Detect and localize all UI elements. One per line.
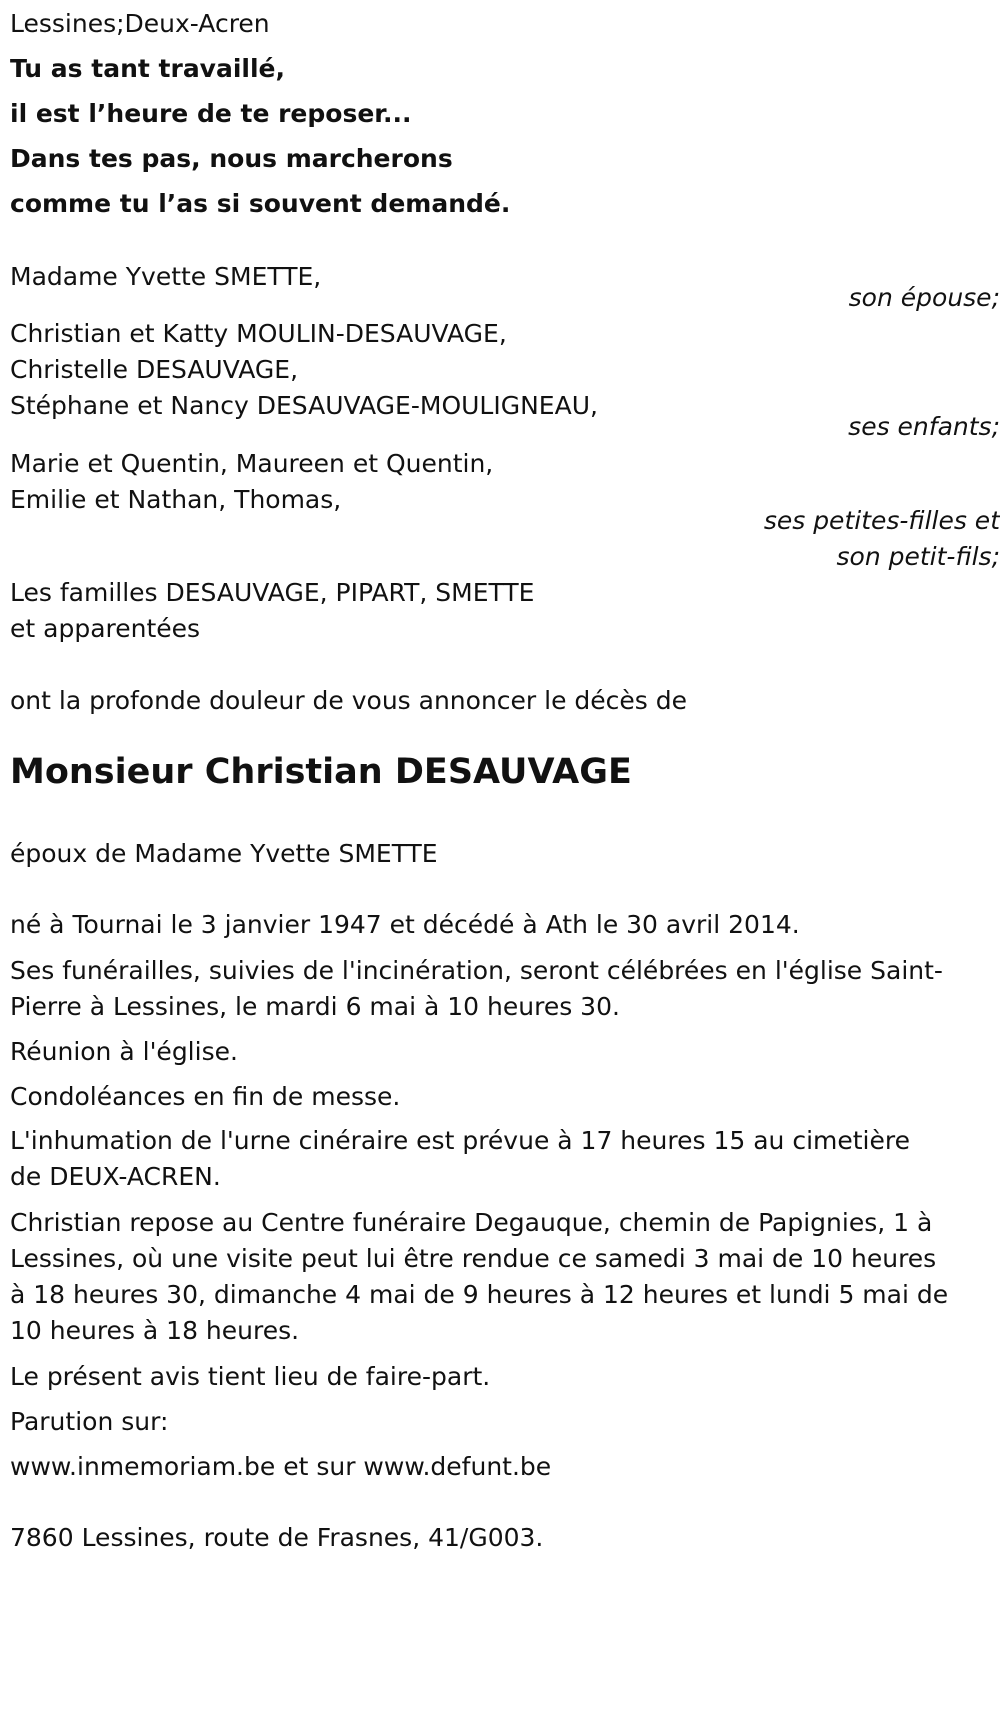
location-header: Lessines;Deux-Acren — [10, 9, 270, 38]
families-line: Les familles DESAUVAGE, PIPART, SMETTE — [10, 578, 535, 607]
detail-line: 10 heures à 18 heures. — [10, 1316, 300, 1345]
detail-line: né à Tournai le 3 janvier 1947 et décédé à Ath le 30 avril 2014. — [10, 910, 800, 939]
poem-line: il est l’heure de te reposer... — [10, 99, 412, 128]
spouse-role: son épouse; — [848, 283, 1000, 312]
detail-line: Pierre à Lessines, le mardi 6 mai à 10 heures 30. — [10, 992, 620, 1021]
detail-line: Christian repose au Centre funéraire Degauque, chemin de Papignies, 1 à — [10, 1208, 933, 1237]
detail-line: L'inhumation de l'urne cinéraire est prévue à 17 heures 15 au cimetière — [10, 1126, 910, 1155]
poem-line: comme tu l’as si souvent demandé. — [10, 189, 511, 218]
grandchild-line: Marie et Quentin, Maureen et Quentin, — [10, 449, 494, 478]
detail-line: Le présent avis tient lieu de faire-part. — [10, 1362, 491, 1391]
detail-line: Réunion à l'église. — [10, 1037, 238, 1066]
detail-line: Ses funérailles, suivies de l'incinération, seront célébrées en l'église Saint- — [10, 956, 943, 985]
poem-line: Tu as tant travaillé, — [10, 54, 286, 83]
deceased-name: Monsieur Christian DESAUVAGE — [10, 752, 632, 792]
child-line: Christian et Katty MOULIN-DESAUVAGE, — [10, 319, 507, 348]
address-line: 7860 Lessines, route de Frasnes, 41/G003. — [10, 1523, 544, 1552]
child-line: Christelle DESAUVAGE, — [10, 355, 299, 384]
children-role: ses enfants; — [848, 412, 1000, 441]
families-line: et apparentées — [10, 614, 201, 643]
child-line: Stéphane et Nancy DESAUVAGE-MOULIGNEAU, — [10, 391, 598, 420]
announcement-text: ont la profonde douleur de vous annoncer le décès de — [10, 686, 688, 715]
detail-line: à 18 heures 30, dimanche 4 mai de 9 heures à 12 heures et lundi 5 mai de — [10, 1280, 949, 1309]
detail-line: de DEUX-ACREN. — [10, 1162, 221, 1191]
grandchildren-role: ses petites-filles et — [763, 506, 1000, 535]
spouse-name: Madame Yvette SMETTE, — [10, 262, 322, 291]
poem-line: Dans tes pas, nous marcherons — [10, 144, 453, 173]
grandchildren-role: son petit-fils; — [836, 542, 1000, 571]
detail-line: Parution sur: — [10, 1407, 169, 1436]
detail-line: Condoléances en fin de messe. — [10, 1082, 401, 1111]
detail-line: Lessines, où une visite peut lui être rendue ce samedi 3 mai de 10 heures — [10, 1244, 937, 1273]
detail-line: www.inmemoriam.be et sur www.defunt.be — [10, 1452, 552, 1481]
spouse-of-text: époux de Madame Yvette SMETTE — [10, 839, 438, 868]
grandchild-line: Emilie et Nathan, Thomas, — [10, 485, 342, 514]
